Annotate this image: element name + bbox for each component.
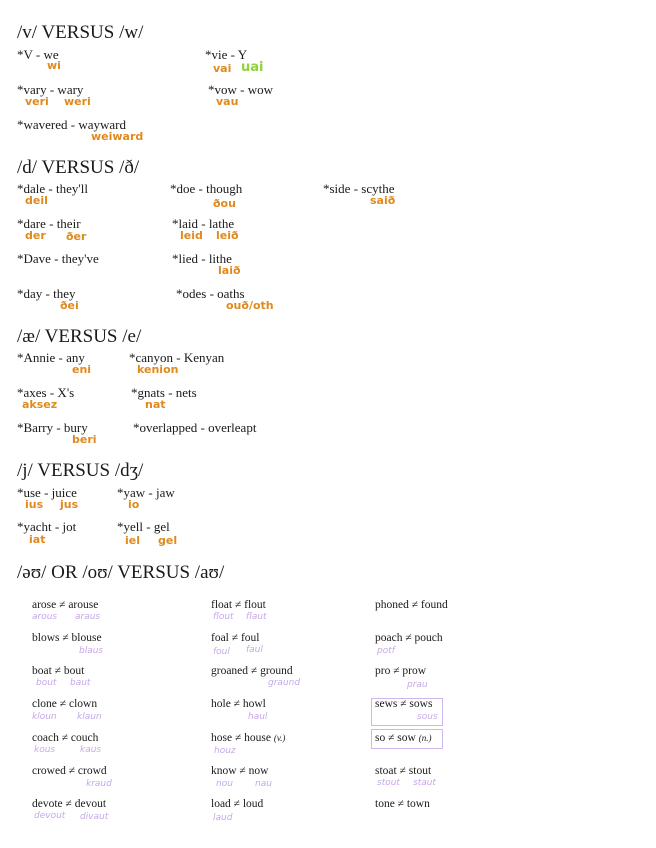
annotation: arous [32,612,58,622]
word-pair: *vie - Y [205,47,248,62]
annotation: eni [72,363,92,376]
word-pair: hole ≠ howl [211,698,266,710]
word-class-label: (n.) [418,733,432,743]
annotation: saið [370,194,396,207]
annotation: wi [47,59,61,72]
annotation: ius [25,498,44,511]
word-pair: *vow - wow [208,82,273,97]
word-pair: *canyon - Kenyan [129,350,225,365]
annotation: weiward [91,130,144,143]
heading-v-w: /v/ VERSUS /w/ [17,22,144,43]
word-pair: boat ≠ bout [32,665,85,677]
heading-j-dzh: /j/ VERSUS /dʒ/ [17,460,144,481]
word-pair: *gnats - nets [131,385,197,400]
word-pair: devote ≠ devout [32,798,107,810]
word-pair: clone ≠ clown [32,698,98,710]
annotation: foul [213,647,230,657]
word-pair: *Dave - they've [17,251,99,266]
word-class-label: (v.) [273,733,286,743]
word-pair: arose ≠ arouse [32,599,99,611]
annotation: nat [145,398,166,411]
annotation: divaut [80,812,109,822]
annotation: kloun [32,712,57,722]
word-pair: *use - juice [17,485,77,500]
annotation: stout [377,778,400,788]
annotation: leid [180,229,203,242]
word-pair: *vary - wary [17,82,84,97]
annotation: kraud [86,779,112,789]
word-pair: know ≠ now [211,765,269,777]
annotation: io [128,498,140,511]
word-pair: load ≠ loud [211,798,264,810]
word-pair [211,732,285,744]
annotation: leið [216,229,239,242]
annotation: weri [64,95,91,108]
annotation: araus [75,612,101,622]
annotation: sous [417,712,438,722]
annotation: houz [214,746,236,756]
word-pair: *doe - though [170,181,243,196]
annotation: nau [255,779,272,789]
heading-ae-e: /æ/ VERSUS /e/ [17,326,142,347]
annotation: uai [241,60,264,75]
word-pair: *Annie - any [17,350,85,365]
annotation: graund [268,678,301,688]
annotation: iel [125,534,141,547]
annotation: beri [72,433,97,446]
annotation: devout [34,811,66,821]
annotation: klaun [77,712,102,722]
annotation: faul [246,645,263,655]
annotation: laið [218,264,241,277]
word-pair: *overlapped - overleapt [133,420,257,435]
word-pair: coach ≠ couch [32,732,99,744]
annotation: kenion [137,363,179,376]
annotation: ðei [60,299,79,312]
word-pair: *dare - their [17,216,81,231]
word-pair: blows ≠ blouse [32,632,102,644]
word-pair: pro ≠ prow [375,665,427,677]
word-pair: stoat ≠ stout [375,765,432,777]
annotation: vai [213,62,232,75]
word-pair [375,732,431,744]
heading-d-dh: /d/ VERSUS /ð/ [17,157,140,178]
word-pair-text: hose ≠ house [211,732,271,744]
annotation: der [25,229,46,242]
word-pair: *V - we [17,47,59,62]
annotation: deil [25,194,48,207]
annotation: flaut [246,612,267,622]
word-pair: tone ≠ town [375,798,430,810]
word-pair: *yell - gel [117,519,170,534]
annotation: jus [60,498,79,511]
word-pair: *yacht - jot [17,519,77,534]
annotation: veri [25,95,49,108]
word-pair: sews ≠ sows [375,698,433,710]
annotation: bout [36,678,57,688]
annotation: ðou [213,197,236,210]
annotation: haul [248,712,268,722]
annotation: kous [34,745,56,755]
annotation: potf [377,646,395,656]
word-pair: poach ≠ pouch [375,632,443,644]
annotation: vau [216,95,239,108]
word-pair-text: so ≠ sow [375,732,416,744]
word-pair: *dale - they'll [17,181,88,196]
annotation: flout [213,612,234,622]
annotation: baut [70,678,91,688]
word-pair: *wavered - wayward [17,117,127,132]
word-pair: *day - they [17,286,76,301]
word-pair: *lied - lithe [172,251,232,266]
heading-ou-au: /əʊ/ OR /oʊ/ VERSUS /aʊ/ [17,562,225,583]
annotation: nou [216,779,233,789]
word-pair: foal ≠ foul [211,632,260,644]
word-pair: *axes - X's [17,385,75,400]
word-pair: crowed ≠ crowd [32,765,107,777]
word-pair: *laid - lathe [172,216,235,231]
word-pair: *odes - oaths [176,286,245,301]
annotation: iat [29,533,46,546]
annotation: blaus [79,646,104,656]
annotation: kaus [80,745,102,755]
word-pair: *Barry - bury [17,420,88,435]
annotation: laud [213,813,233,823]
word-pair: *side - scythe [323,181,395,196]
word-pair: *yaw - jaw [117,485,175,500]
word-pair: groaned ≠ ground [211,665,293,677]
annotation: prau [407,680,428,690]
annotation: aksez [22,398,58,411]
annotation: gel [158,534,178,547]
word-pair: phoned ≠ found [375,599,448,611]
word-pair: float ≠ flout [211,599,266,611]
annotation: ðer [66,230,87,243]
annotation: ouð/oth [226,299,274,312]
annotation: staut [413,778,436,788]
